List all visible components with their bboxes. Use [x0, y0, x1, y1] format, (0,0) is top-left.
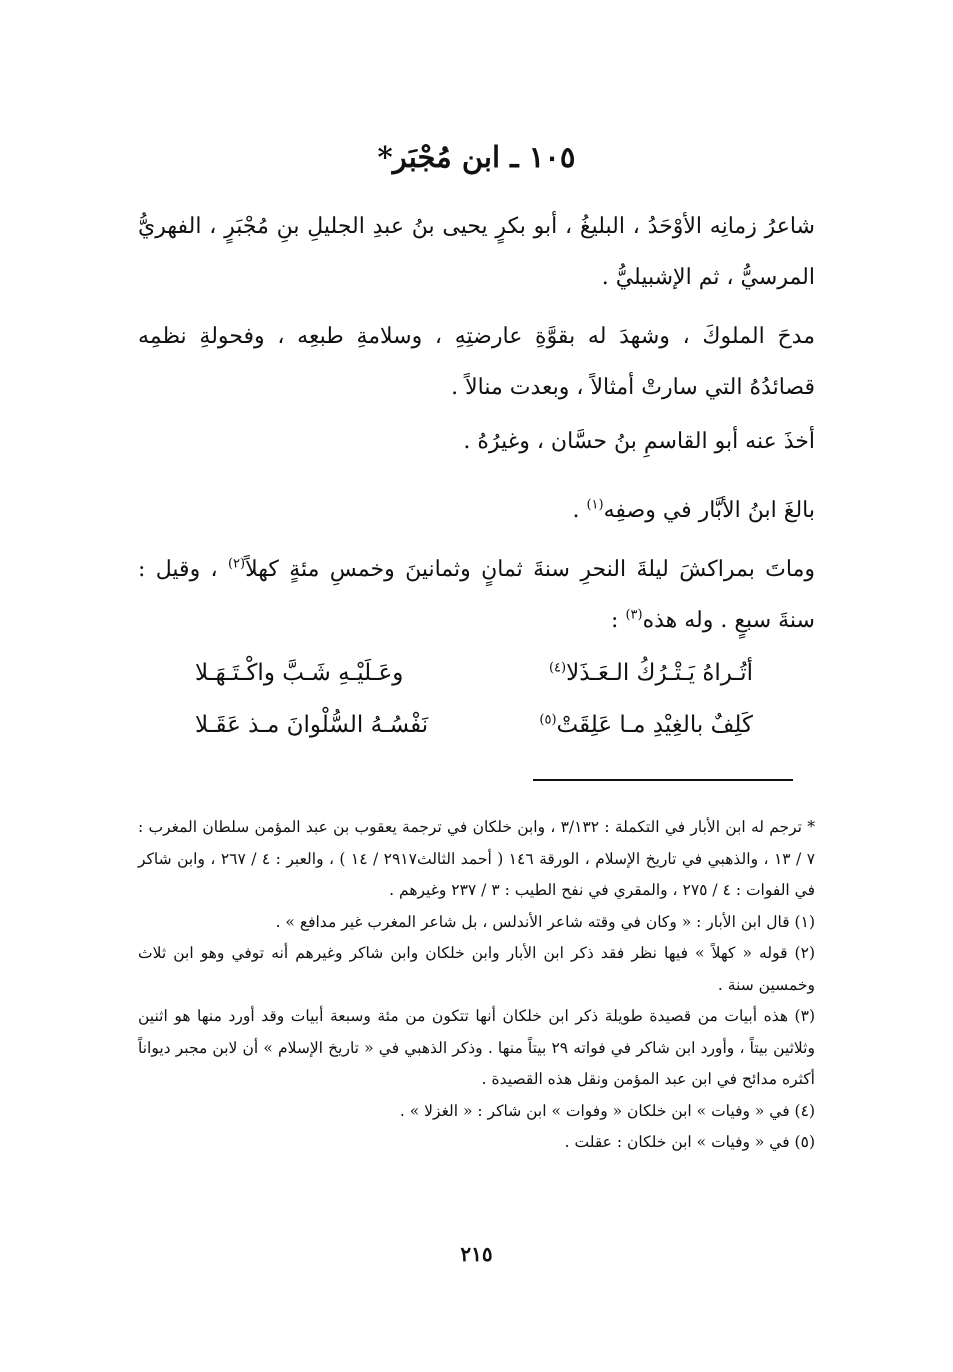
paragraph-text: .	[572, 498, 587, 523]
footnote-ref: (٣)	[625, 607, 643, 623]
paragraph-death	[138, 544, 815, 646]
paragraph-text: :	[611, 608, 626, 633]
paragraph-name: شاعرُ زمانِه الأوْحَدُ ، البليغُ ، أبو بكرٍ يحيى بنُ عبدِ الجليلِ بنِ مُجْبَرٍ ، الفهريُّ المرسيُّ ، ثم الإشبيليُّ .	[138, 214, 815, 290]
paragraph-text: بالغَ ابنُ الأبَّار في وصفِه	[603, 498, 815, 523]
footnote-divider	[533, 779, 793, 781]
paragraph-students: أخذَ عنه أبو القاسمِ بنُ حسَّان ، وغيرُهُ .	[463, 429, 815, 454]
verse-second-hemistich: وعَـلَيْـهِ شَـبَّ واكْـتَـهَـلا	[195, 660, 404, 686]
entry-heading: ١٠٥ ـ ابن مُجْبَر*	[377, 140, 576, 174]
paragraph-praise: مدحَ الملوكَ ، وشهدَ له بقوَّةِ عارضتِهِ ، وسلامةِ طبعِه ، وفحولةِ نظمِه قصائدُهُ التي سارتْ أمثالاً ، وبعدت منالاً .	[138, 324, 815, 400]
footnote-1: (١) قال ابن الأبار : « وكان في وقته شاعر الأندلس ، بل شاعر المغرب غير مدافع » .	[275, 912, 815, 931]
footnote-ref: (١)	[586, 497, 604, 513]
verse-first-hemistich	[549, 660, 753, 686]
verse-text: كَلِفٌ بالغِيْدِ مـا عَلِقَتْ	[556, 712, 753, 738]
footnote-2: (٢) قوله « كهلاً » فيها نظر فقد ذكر ابن الأبار وابن خلكان وابن شاكر وغيرهم أنه توفي وهو ابن ثلاث وخمسين سنة .	[138, 944, 815, 994]
footnote-sources: * ترجم له ابن الأبار في التكملة : ٣/١٣٢ ، وابن خلكان في ترجمة يعقوب بن عبد المؤمن سلطان المغرب : ٧ / ١٣ ، والذهبي في تاريخ الإسلام ، الورقة ١٤٦ ( أحمد الثالث٢٩١٧ / ١٤ ) ، والعبر : ٤ / ٢٦٧ ، وابن شاكر في الفوات : ٤ / ٢٧٥ ، والمقري في نفح الطيب : ٣ / ٢٣٧ وغيرهم .	[138, 818, 816, 899]
verse-first-hemistich	[539, 712, 753, 738]
footnotes	[138, 812, 815, 1159]
footnote-4: (٤) في « وفيات » ابن خلكان « وفوات » ابن شاكر : « الغزلا » .	[399, 1101, 815, 1120]
paragraph-text: وماتَ بمراكشَ ليلةَ النحرِ سنةَ ثمانٍ وثمانينَ وخمسِ مئةٍ كهلاً	[245, 557, 815, 582]
footnote-ref: (٢)	[227, 556, 246, 572]
footnote-ref: (٤)	[548, 660, 567, 676]
verse-text: أتُـراهُ يَـتْـرُكُ الـعَـذَلا	[566, 660, 753, 686]
verse-line	[195, 660, 753, 686]
footnote-5: (٥) في « وفيات » ابن خلكان : عقلت .	[564, 1133, 815, 1151]
footnote-ref: (٥)	[539, 712, 557, 728]
footnote-3: (٣) هذه أبيات من قصيدة طويلة ذكر ابن خلكان أنها تتكون من مئة وسبعة أبيات وقد أورد منها هو اثنين وثلاثين بيتاً ، وأورد ابن شاكر في فواته ٢٩ بيتاً منها . وذكر الذهبي في « تاريخ الإسلام » أن لابن مجبر ديواناً أكثره مدائح في ابن عبد المؤمن ونقل هذه القصيدة .	[138, 1007, 815, 1088]
page-number: ٢١٥	[460, 1242, 493, 1266]
verse-second-hemistich: نَفْسُـهُ السُّلْوانَ مـذ عَقَـلا	[195, 712, 429, 738]
paragraph-ibn-al-abbar	[138, 485, 815, 536]
verse-line	[195, 712, 753, 738]
paragraph-text: ، وقيل : سنةَ سبعٍ . وله هذه	[138, 557, 815, 633]
